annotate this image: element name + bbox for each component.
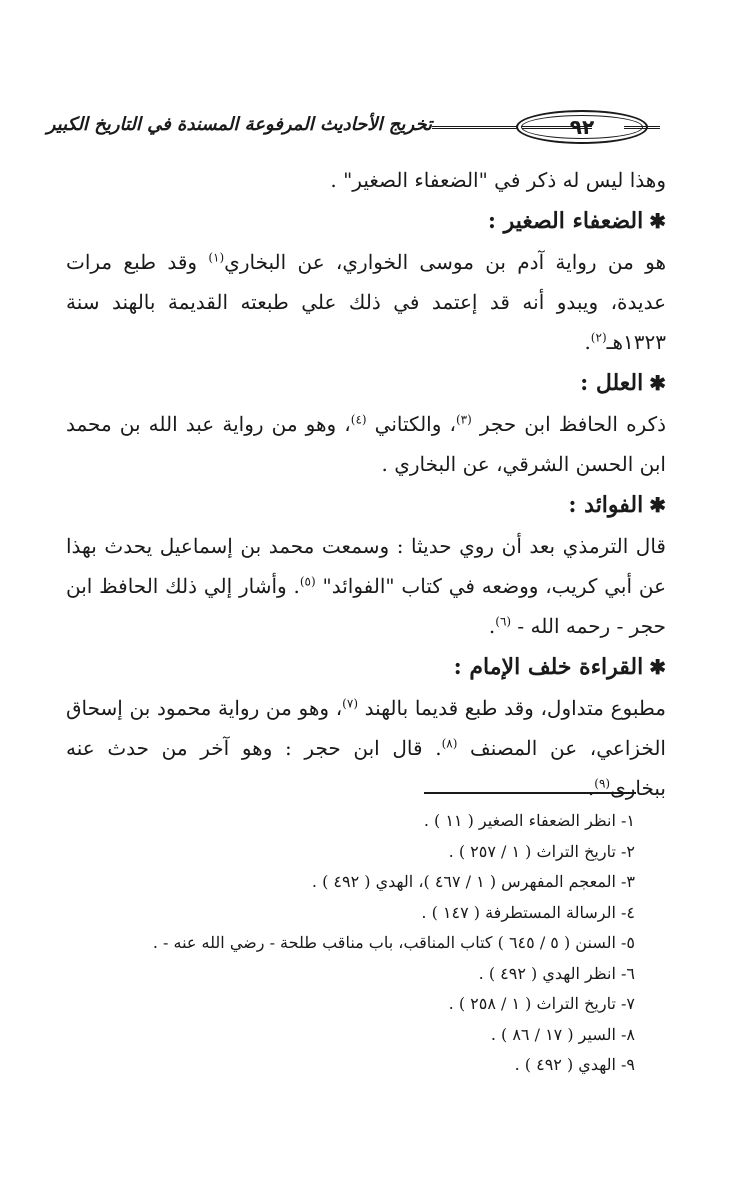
- footnote-ref[interactable]: (٥): [299, 574, 316, 589]
- footnote-ref[interactable]: (٤): [350, 412, 367, 427]
- footnote: ٨- السير ( ١٧ / ٨٦ ) .: [490, 1024, 635, 1044]
- footnote-ref[interactable]: (٧): [342, 696, 358, 711]
- section-paragraph: مطبوع متداول، وقد طبع قديما بالهند $^{(٧)}$، وهو من رواية محمود بن إسحاق الخزاعي، عن المصنف $^{(٨)}$. قال ابن حجر : وهو آخر من حدث عنه ببخارى$^{(٩)}$.: [66, 696, 666, 800]
- main-text: [66, 160, 666, 808]
- section-paragraph: هو من رواية آدم بن موسى الخواري، عن البخاري$^{(١)}$ وقد طبع مرات عديدة، ويبدو أنه قد إعتمد في ذلك علي طبعته القديمة بالهند سنة ١٣٢٣هـ$^{(٢)}$.: [66, 250, 666, 354]
- footnote: ١- انظر الضعفاء الصغير ( ١١ ) .: [423, 811, 635, 830]
- footnote: ٦- انظر الهدي ( ٤٩٢ ) .: [478, 963, 635, 983]
- footnote-ref[interactable]: (٨): [441, 736, 458, 751]
- section-heading: ✱العلل :: [580, 370, 666, 396]
- section-heading: ✱الفوائد :: [568, 492, 666, 518]
- footnotes: [150, 806, 635, 1081]
- page-number: ٩٢: [516, 110, 648, 144]
- footnote-ref[interactable]: (٩): [594, 776, 611, 791]
- running-header: [46, 108, 660, 148]
- footnote-ref[interactable]: (٢): [590, 330, 607, 345]
- asterisk-icon: ✱: [649, 371, 666, 395]
- footnote-ref[interactable]: (٣): [455, 412, 472, 427]
- header-rule-right: [624, 126, 660, 129]
- section-heading: ✱القراءة خلف الإمام :: [453, 654, 666, 680]
- asterisk-icon: ✱: [649, 493, 666, 517]
- asterisk-icon: ✱: [649, 655, 666, 679]
- section-paragraph: قال الترمذي بعد أن روي حديثا : وسمعت محمد بن إسماعيل يحدث بهذا عن أبي كريب، ووضعه في كتاب "الفوائد" $^{(٥)}$. وأشار إلي ذلك الحافظ ابن حجر - رحمه الله - $^{(٦)}$.: [66, 534, 667, 638]
- asterisk-icon: ✱: [649, 209, 666, 233]
- footnote: ٢- تاريخ التراث ( ١ / ٢٥٧ ) .: [448, 841, 635, 861]
- footnote: ٤- الرسالة المستطرفة ( ١٤٧ ) .: [421, 902, 635, 922]
- footnote: ٩- الهدي ( ٤٩٢ ) .: [514, 1055, 635, 1074]
- footnote: ٧- تاريخ التراث ( ١ / ٢٥٨ ) .: [448, 994, 635, 1013]
- footnote: ٥- السنن ( ٥ / ٦٤٥ ) كتاب المناقب، باب مناقب طلحة - رضي الله عنه - .: [152, 933, 635, 952]
- section-paragraph: ذكره الحافظ ابن حجر $^{(٣)}$، والكتاني $^{(٤)}$، وهو من رواية عبد الله بن محمد ابن الحسن الشرقي، عن البخاري .: [66, 412, 667, 476]
- running-title: تخريج الأحاديث المرفوعة المسندة في التاريخ الكبير: [46, 114, 432, 135]
- footnote: ٣- المعجم المفهرس ( ١ / ٤٦٧ )، الهدي ( ٤٩٢ ) .: [311, 872, 635, 891]
- intro-paragraph: وهذا ليس له ذكر في "الضعفاء الصغير" .: [330, 168, 666, 192]
- footnote-ref[interactable]: (١): [208, 250, 225, 265]
- footnote-separator: [424, 792, 636, 794]
- section-heading: ✱الضعفاء الصغير :: [487, 208, 666, 234]
- footnote-ref[interactable]: (٦): [495, 614, 512, 629]
